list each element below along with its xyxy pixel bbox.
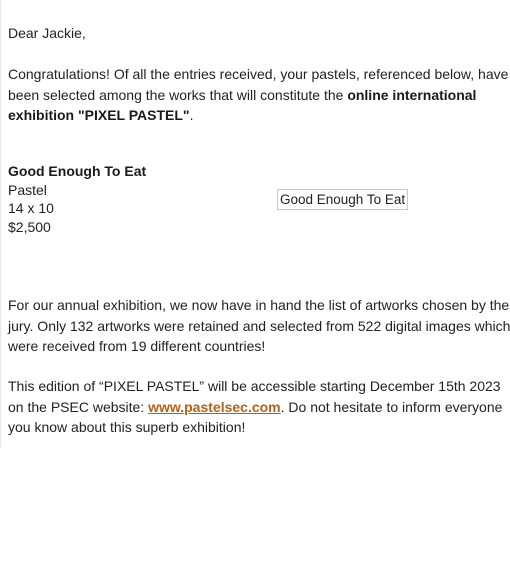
artwork-size: 14 x 10 xyxy=(8,200,54,216)
edition-text-end: . Do not hesitate to inform everyone you know about this superb exhibition! xyxy=(8,398,503,435)
edition-paragraph xyxy=(8,376,510,438)
artwork-details xyxy=(8,162,146,236)
artwork-price: $2,500 xyxy=(8,218,51,235)
intro-end: . xyxy=(189,107,194,123)
artwork-title: Good Enough To Eat xyxy=(8,163,147,179)
artwork-medium: Pastel xyxy=(8,181,47,198)
intro-paragraph xyxy=(8,64,510,126)
exhibition-name: online international exhibition "PIXEL PASTEL" xyxy=(8,86,477,123)
intro-text: Congratulations! Of all the entries received, your pastels, referenced below, have been selected among the works that will constitute the xyxy=(8,66,509,103)
website-link[interactable]: www.pastelsec.com xyxy=(148,398,281,415)
edition-text: This edition of “PIXEL PASTEL” will be accessible starting December 15th 2023 on the PSEC website: xyxy=(8,378,501,415)
greeting: Dear Jackie, xyxy=(8,25,86,41)
jury-paragraph: For our annual exhibition, we now have in hand the list of artworks chosen by the jury. Only 132 artworks were retained and selected from 522 digital images which were received from 19 different countries! xyxy=(8,297,510,354)
artwork-image-placeholder: Good Enough To Eat xyxy=(277,189,408,210)
